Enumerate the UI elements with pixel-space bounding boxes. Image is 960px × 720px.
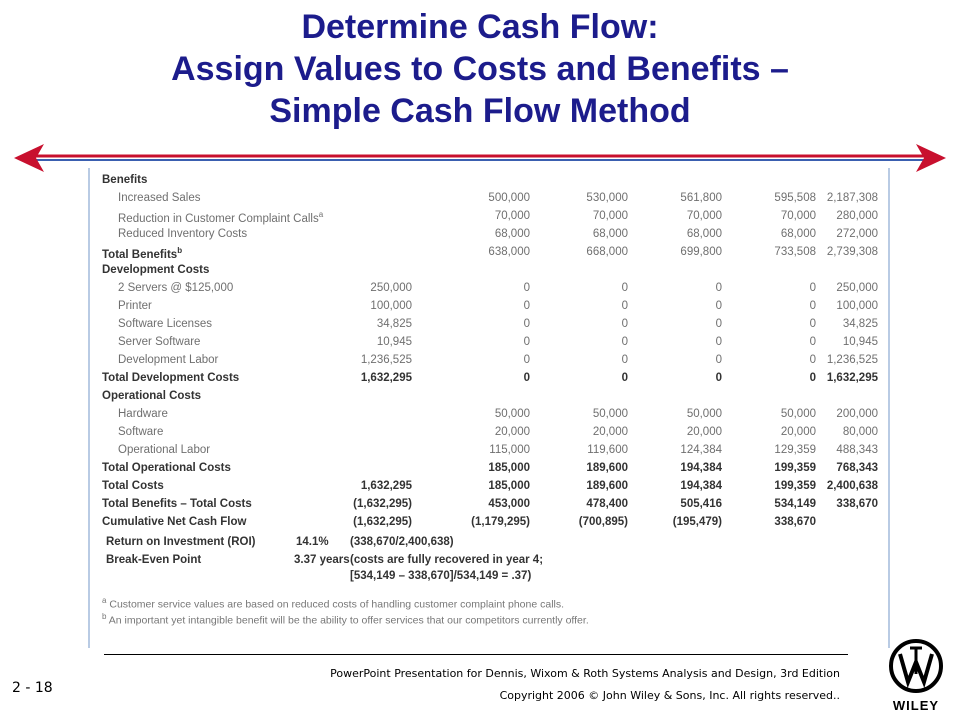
cash-flow-table bbox=[98, 172, 884, 532]
footnote-b-mark: b bbox=[102, 612, 107, 621]
table-cell: 124,384 bbox=[680, 444, 722, 456]
table-row bbox=[98, 316, 884, 334]
roi-label: Return on Investment (ROI) bbox=[106, 536, 256, 548]
row-label-text: Operational Labor bbox=[118, 444, 211, 456]
table-row bbox=[98, 298, 884, 316]
row-label-text: Software Licenses bbox=[118, 318, 212, 330]
row-label bbox=[118, 444, 210, 456]
table-cell: 70,000 bbox=[494, 210, 530, 222]
table-cell: 0 bbox=[621, 318, 628, 330]
table-cell: 0 bbox=[715, 354, 722, 366]
table-cell: 194,384 bbox=[680, 480, 722, 492]
table-cell: 20,000 bbox=[494, 426, 530, 438]
roi-note: (338,670/2,400,638) bbox=[350, 536, 454, 548]
table-cell: 0 bbox=[523, 318, 530, 330]
table-cell: 0 bbox=[715, 318, 722, 330]
table-cell: 68,000 bbox=[686, 228, 722, 240]
table-cell: 20,000 bbox=[592, 426, 628, 438]
table-row bbox=[98, 226, 884, 244]
row-label-text: Server Software bbox=[118, 336, 201, 348]
table-cell: 1,632,295 bbox=[360, 372, 412, 384]
table-cell: 68,000 bbox=[494, 228, 530, 240]
table-cell: 0 bbox=[621, 372, 628, 384]
table-cell: 189,600 bbox=[586, 462, 628, 474]
table-row bbox=[98, 496, 884, 514]
row-label-text: Increased Sales bbox=[118, 192, 201, 204]
table-cell: 530,000 bbox=[586, 192, 628, 204]
table-cell: 0 bbox=[809, 318, 816, 330]
row-label bbox=[102, 372, 239, 384]
title-line-1: Determine Cash Flow: bbox=[301, 8, 659, 46]
table-cell: 0 bbox=[715, 300, 722, 312]
title-line-2: Assign Values to Costs and Benefits – bbox=[171, 50, 789, 88]
table-cell: 0 bbox=[809, 282, 816, 294]
table-cell: 272,000 bbox=[836, 228, 878, 240]
row-label bbox=[118, 282, 233, 294]
break-even-row-2 bbox=[102, 568, 888, 586]
row-label bbox=[118, 228, 247, 240]
table-row bbox=[98, 352, 884, 370]
table-row bbox=[98, 172, 884, 190]
table-cell: 0 bbox=[523, 282, 530, 294]
row-label-text: Cumulative Net Cash Flow bbox=[102, 516, 247, 528]
table-cell: 505,416 bbox=[680, 498, 722, 510]
roi-row bbox=[102, 534, 888, 552]
table-cell: 100,000 bbox=[370, 300, 412, 312]
table-cell: 50,000 bbox=[686, 408, 722, 420]
wiley-logo-text: WILEY bbox=[892, 698, 940, 713]
table-cell: 488,343 bbox=[836, 444, 878, 456]
row-label-text: Total Benefits bbox=[102, 248, 178, 261]
row-label bbox=[102, 264, 209, 276]
table-cell: 70,000 bbox=[780, 210, 816, 222]
row-label-text: Total Benefits – Total Costs bbox=[102, 498, 252, 510]
row-label bbox=[102, 480, 164, 492]
row-label-text: Hardware bbox=[118, 408, 168, 420]
table-cell: 699,800 bbox=[680, 246, 722, 258]
table-cell: 50,000 bbox=[592, 408, 628, 420]
table-cell: 20,000 bbox=[686, 426, 722, 438]
row-label bbox=[118, 318, 212, 330]
footnote-b-text: An important yet intangible benefit will be the ability to offer services that our competitors currently offer. bbox=[108, 614, 589, 627]
table-cell: 68,000 bbox=[592, 228, 628, 240]
break-even-note-2: [534,149 – 338,670]/534,149 = .37) bbox=[350, 570, 532, 582]
row-label bbox=[118, 408, 168, 420]
row-label bbox=[102, 174, 147, 186]
table-cell: 20,000 bbox=[780, 426, 816, 438]
table-row bbox=[98, 190, 884, 208]
table-cell: 561,800 bbox=[680, 192, 722, 204]
table-row bbox=[98, 262, 884, 280]
table-cell: 185,000 bbox=[488, 480, 530, 492]
table-cell: 2,400,638 bbox=[826, 480, 878, 492]
row-label bbox=[118, 300, 152, 312]
table-cell: 453,000 bbox=[488, 498, 530, 510]
table-cell: 0 bbox=[621, 282, 628, 294]
row-label-text: Reduced Inventory Costs bbox=[118, 228, 248, 240]
row-label-text: Total Costs bbox=[102, 480, 164, 492]
table-cell: 0 bbox=[523, 372, 530, 384]
table-cell: 595,508 bbox=[774, 192, 816, 204]
table-cell: 1,632,295 bbox=[360, 480, 412, 492]
table-cell: 50,000 bbox=[780, 408, 816, 420]
table-cell: 338,670 bbox=[836, 498, 878, 510]
table-cell: 199,359 bbox=[774, 462, 816, 474]
table-cell: 0 bbox=[523, 336, 530, 348]
slide-number: 2 - 18 bbox=[12, 680, 53, 696]
table-cell: 10,945 bbox=[842, 336, 878, 348]
table-cell: 0 bbox=[809, 372, 816, 384]
table-cell: (1,179,295) bbox=[471, 516, 530, 528]
table-cell: 34,825 bbox=[842, 318, 878, 330]
row-label-text: Reduction in Customer Complaint Calls bbox=[118, 212, 319, 225]
table-row bbox=[98, 244, 884, 262]
table-row bbox=[98, 514, 884, 532]
table-cell: 80,000 bbox=[842, 426, 878, 438]
table-cell: 0 bbox=[621, 300, 628, 312]
table-cell: 199,359 bbox=[774, 480, 816, 492]
footer-divider bbox=[104, 654, 848, 655]
table-cell: 0 bbox=[809, 336, 816, 348]
table-cell: 2,739,308 bbox=[826, 246, 878, 258]
table-cell: 119,600 bbox=[587, 444, 628, 456]
table-cell: 50,000 bbox=[494, 408, 530, 420]
footer-presentation-credit: PowerPoint Presentation for Dennis, Wixom & Roth Systems Analysis and Design, 3rd Edition bbox=[330, 667, 840, 680]
table-row bbox=[98, 388, 884, 406]
break-even-note-1: (costs are fully recovered in year 4; bbox=[350, 554, 544, 566]
footnote-marker: b bbox=[177, 246, 183, 255]
break-even-value: 3.37 years bbox=[294, 554, 350, 566]
table-row bbox=[98, 460, 884, 478]
table-cell: 250,000 bbox=[836, 282, 878, 294]
footnote-a-text: Customer service values are based on reduced costs of handling customer complaint phone calls. bbox=[109, 598, 565, 611]
table-cell: 194,384 bbox=[680, 462, 722, 474]
footnote-a bbox=[102, 596, 564, 611]
table-row bbox=[98, 424, 884, 442]
table-cell: 478,400 bbox=[586, 498, 628, 510]
table-row bbox=[98, 442, 884, 460]
footnote-marker: a bbox=[318, 210, 324, 219]
table-cell: 10,945 bbox=[376, 336, 412, 348]
table-cell: 338,670 bbox=[774, 516, 816, 528]
row-label bbox=[118, 210, 323, 225]
slide-title bbox=[0, 6, 960, 132]
table-cell: 185,000 bbox=[488, 462, 530, 474]
footer-copyright: Copyright 2006 © John Wiley & Sons, Inc. All rights reserved.. bbox=[499, 689, 840, 702]
table-cell: 100,000 bbox=[836, 300, 878, 312]
row-label bbox=[102, 246, 182, 261]
row-label-text: Development Costs bbox=[102, 264, 210, 276]
footnote-b bbox=[102, 612, 589, 627]
table-cell: 34,825 bbox=[376, 318, 412, 330]
table-cell: 200,000 bbox=[836, 408, 878, 420]
table-cell: 733,508 bbox=[774, 246, 816, 258]
table-cell: 1,236,525 bbox=[826, 354, 878, 366]
table-row bbox=[98, 406, 884, 424]
table-cell: 70,000 bbox=[592, 210, 628, 222]
row-label-text: Total Operational Costs bbox=[102, 462, 231, 474]
table-cell: 668,000 bbox=[586, 246, 628, 258]
table-cell: 1,632,295 bbox=[826, 372, 878, 384]
row-label-text: Software bbox=[118, 426, 164, 438]
table-cell: 500,000 bbox=[488, 192, 530, 204]
table-row bbox=[98, 370, 884, 388]
row-label bbox=[118, 336, 200, 348]
table-cell: (1,632,295) bbox=[353, 498, 412, 510]
table-row bbox=[98, 208, 884, 226]
table-cell: 0 bbox=[523, 354, 530, 366]
table-cell: 250,000 bbox=[370, 282, 412, 294]
table-cell: 768,343 bbox=[836, 462, 878, 474]
row-label bbox=[118, 192, 200, 204]
table-cell: 0 bbox=[621, 336, 628, 348]
table-cell: 0 bbox=[621, 354, 628, 366]
table-cell: 68,000 bbox=[780, 228, 816, 240]
table-cell: 1,236,525 bbox=[360, 354, 412, 366]
row-label bbox=[118, 426, 163, 438]
table-cell: (195,479) bbox=[672, 516, 722, 528]
table-cell: 115,000 bbox=[489, 444, 530, 456]
footnote-a-mark: a bbox=[102, 596, 107, 605]
roi-value: 14.1% bbox=[296, 536, 329, 548]
row-label-text: 2 Servers @ $125,000 bbox=[118, 282, 234, 294]
table-cell: 70,000 bbox=[686, 210, 722, 222]
break-even-label: Break-Even Point bbox=[106, 554, 202, 566]
table-cell: (700,895) bbox=[578, 516, 628, 528]
row-label-text: Benefits bbox=[102, 174, 148, 186]
row-label bbox=[118, 354, 218, 366]
title-line-3: Simple Cash Flow Method bbox=[269, 92, 691, 130]
table-cell: 0 bbox=[523, 300, 530, 312]
table-cell: (1,632,295) bbox=[353, 516, 412, 528]
table-cell: 129,359 bbox=[774, 444, 816, 456]
cash-flow-table-panel bbox=[88, 168, 890, 648]
table-cell: 534,149 bbox=[774, 498, 816, 510]
table-cell: 280,000 bbox=[836, 210, 878, 222]
table-cell: 0 bbox=[809, 300, 816, 312]
row-label-text: Operational Costs bbox=[102, 390, 202, 402]
row-label bbox=[102, 390, 201, 402]
table-cell: 638,000 bbox=[488, 246, 530, 258]
table-row bbox=[98, 334, 884, 352]
row-label bbox=[102, 462, 231, 474]
table-cell: 189,600 bbox=[586, 480, 628, 492]
row-label bbox=[102, 516, 246, 528]
table-cell: 0 bbox=[715, 336, 722, 348]
table-cell: 2,187,308 bbox=[826, 192, 878, 204]
row-label-text: Total Development Costs bbox=[102, 372, 240, 384]
table-row bbox=[98, 280, 884, 298]
row-label bbox=[102, 498, 252, 510]
table-cell: 0 bbox=[715, 372, 722, 384]
row-label-text: Printer bbox=[118, 300, 152, 312]
row-label-text: Development Labor bbox=[118, 354, 219, 366]
table-cell: 0 bbox=[809, 354, 816, 366]
table-cell: 0 bbox=[715, 282, 722, 294]
table-row bbox=[98, 478, 884, 496]
